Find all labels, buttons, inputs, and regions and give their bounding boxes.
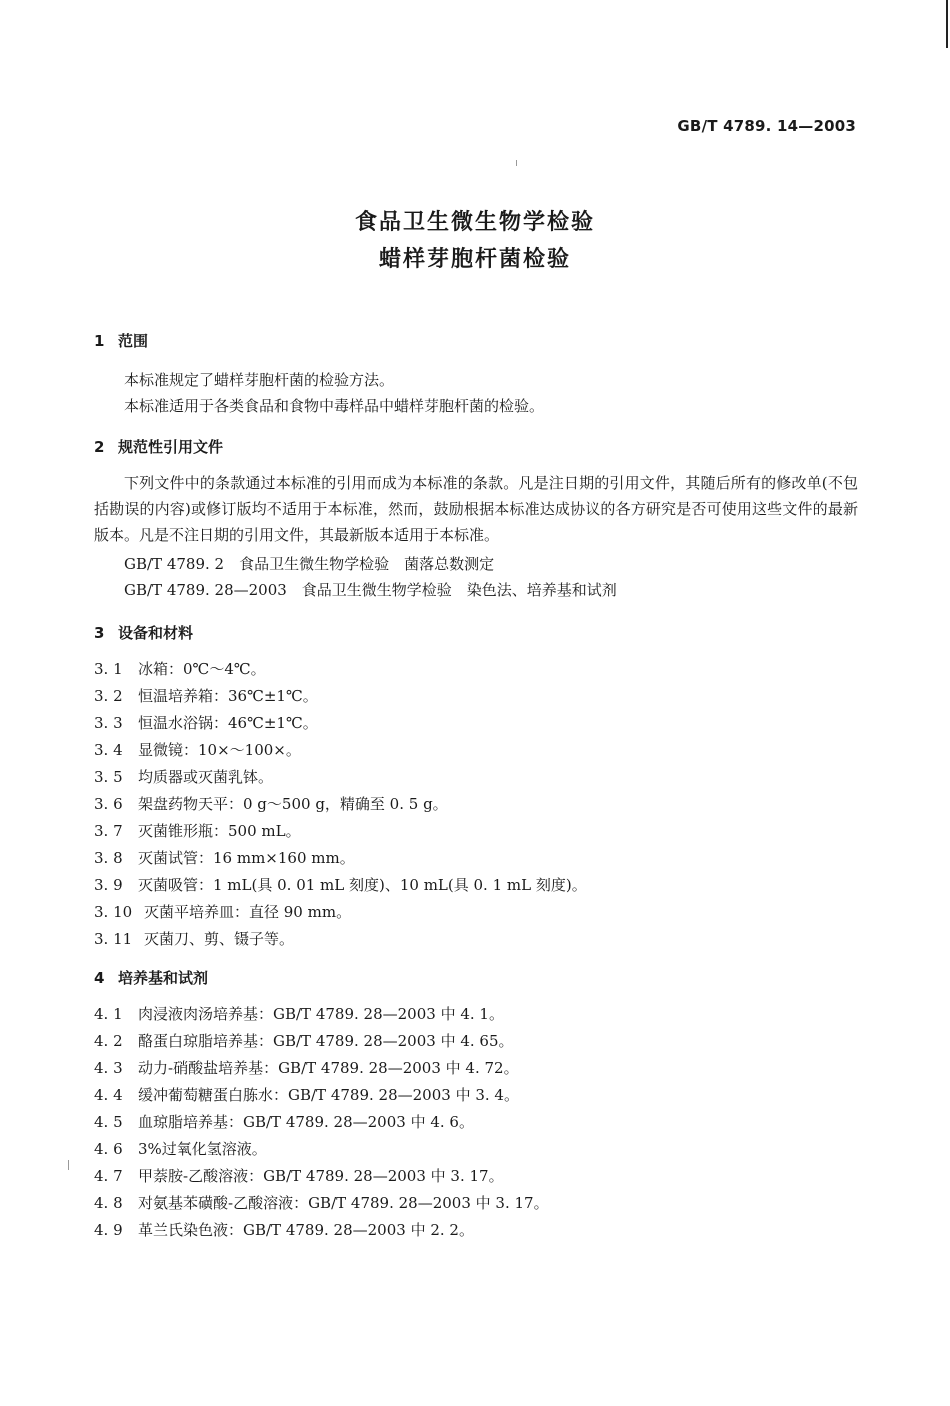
paragraph: 下列文件中的条款通过本标准的引用而成为本标准的条款。凡是注日期的引用文件，其随后所有的修改单(不包括勘误的内容)或修订版均不适用于本标准，然而，鼓励根据本标准达成协议的各方研究是否可使用这些文件的最新版本。凡是不注日期的引用文件，其最新版本适用于本标准。	[94, 474, 858, 544]
section-number: 3	[94, 624, 105, 642]
section-number: 1	[94, 332, 105, 350]
scan-speck	[68, 1160, 69, 1170]
paragraph: 本标准适用于各类食品和食物中毒样品中蜡样芽胞杆菌的检验。	[124, 397, 545, 415]
section-3-heading	[94, 622, 193, 643]
section-title: 培养基和试剂	[118, 969, 209, 987]
standard-code: GB/T 4789. 14—2003	[677, 117, 856, 135]
list-item: 4. 5 血琼脂培养基：GB/T 4789. 28—2003 中 4. 6。	[94, 1113, 474, 1131]
section-1-heading	[94, 330, 148, 351]
list-item: 4. 7 甲萘胺-乙酸溶液：GB/T 4789. 28—2003 中 3. 17。	[94, 1167, 504, 1185]
document-subtitle: 蜡样芽胞杆菌检验	[378, 247, 571, 272]
list-item: 3. 7 灭菌锥形瓶：500 mL。	[94, 822, 301, 840]
list-item: 3. 3 恒温水浴锅：46℃±1℃。	[94, 714, 318, 732]
section-4-heading	[94, 967, 208, 988]
section-number: 4	[94, 969, 105, 987]
section-number: 2	[94, 438, 105, 456]
list-item: 3. 9 灭菌吸管：1 mL(具 0. 01 mL 刻度)、10 mL(具 0. 1 mL 刻度)。	[94, 876, 587, 894]
reference-item: GB/T 4789. 28—2003 食品卫生微生物学检验 染色法、培养基和试剂	[124, 581, 617, 599]
list-item: 3. 2 恒温培养箱：36℃±1℃。	[94, 687, 318, 705]
list-item: 3. 10 灭菌平培养皿：直径 90 mm。	[94, 903, 352, 921]
list-item: 3. 5 均质器或灭菌乳钵。	[94, 768, 274, 786]
scan-edge-line	[946, 0, 948, 48]
document-title: 食品卫生微生物学检验	[354, 210, 595, 235]
list-item: 4. 9 革兰氏染色液：GB/T 4789. 28—2003 中 2. 2。	[94, 1221, 474, 1239]
list-item: 4. 8 对氨基苯磺酸-乙酸溶液：GB/T 4789. 28—2003 中 3. 17。	[94, 1194, 549, 1212]
section-title: 规范性引用文件	[118, 438, 224, 456]
scan-speck	[516, 160, 517, 166]
list-item: 3. 6 架盘药物天平：0 g～500 g，精确至 0. 5 g。	[94, 795, 448, 813]
list-item: 3. 11 灭菌刀、剪、镊子等。	[94, 930, 295, 948]
section-title: 设备和材料	[118, 624, 194, 642]
list-item: 4. 2 酪蛋白琼脂培养基：GB/T 4789. 28—2003 中 4. 65。	[94, 1032, 514, 1050]
reference-item: GB/T 4789. 2 食品卫生微生物学检验 菌落总数测定	[124, 555, 495, 573]
list-item: 4. 6 3%过氧化氢溶液。	[94, 1140, 267, 1158]
paragraph: 本标准规定了蜡样芽胞杆菌的检验方法。	[124, 371, 395, 389]
list-item: 3. 4 显微镜：10×～100×。	[94, 741, 301, 759]
list-item: 4. 4 缓冲葡萄糖蛋白胨水：GB/T 4789. 28—2003 中 3. 4。	[94, 1086, 519, 1104]
section-2-heading	[94, 436, 223, 457]
list-item: 3. 1 冰箱：0℃～4℃。	[94, 660, 266, 678]
list-item: 4. 3 动力-硝酸盐培养基：GB/T 4789. 28—2003 中 4. 72。	[94, 1059, 519, 1077]
section-title: 范围	[118, 332, 149, 350]
list-item: 3. 8 灭菌试管：16 mm×160 mm。	[94, 849, 355, 867]
list-item: 4. 1 肉浸液肉汤培养基：GB/T 4789. 28—2003 中 4. 1。	[94, 1005, 504, 1023]
